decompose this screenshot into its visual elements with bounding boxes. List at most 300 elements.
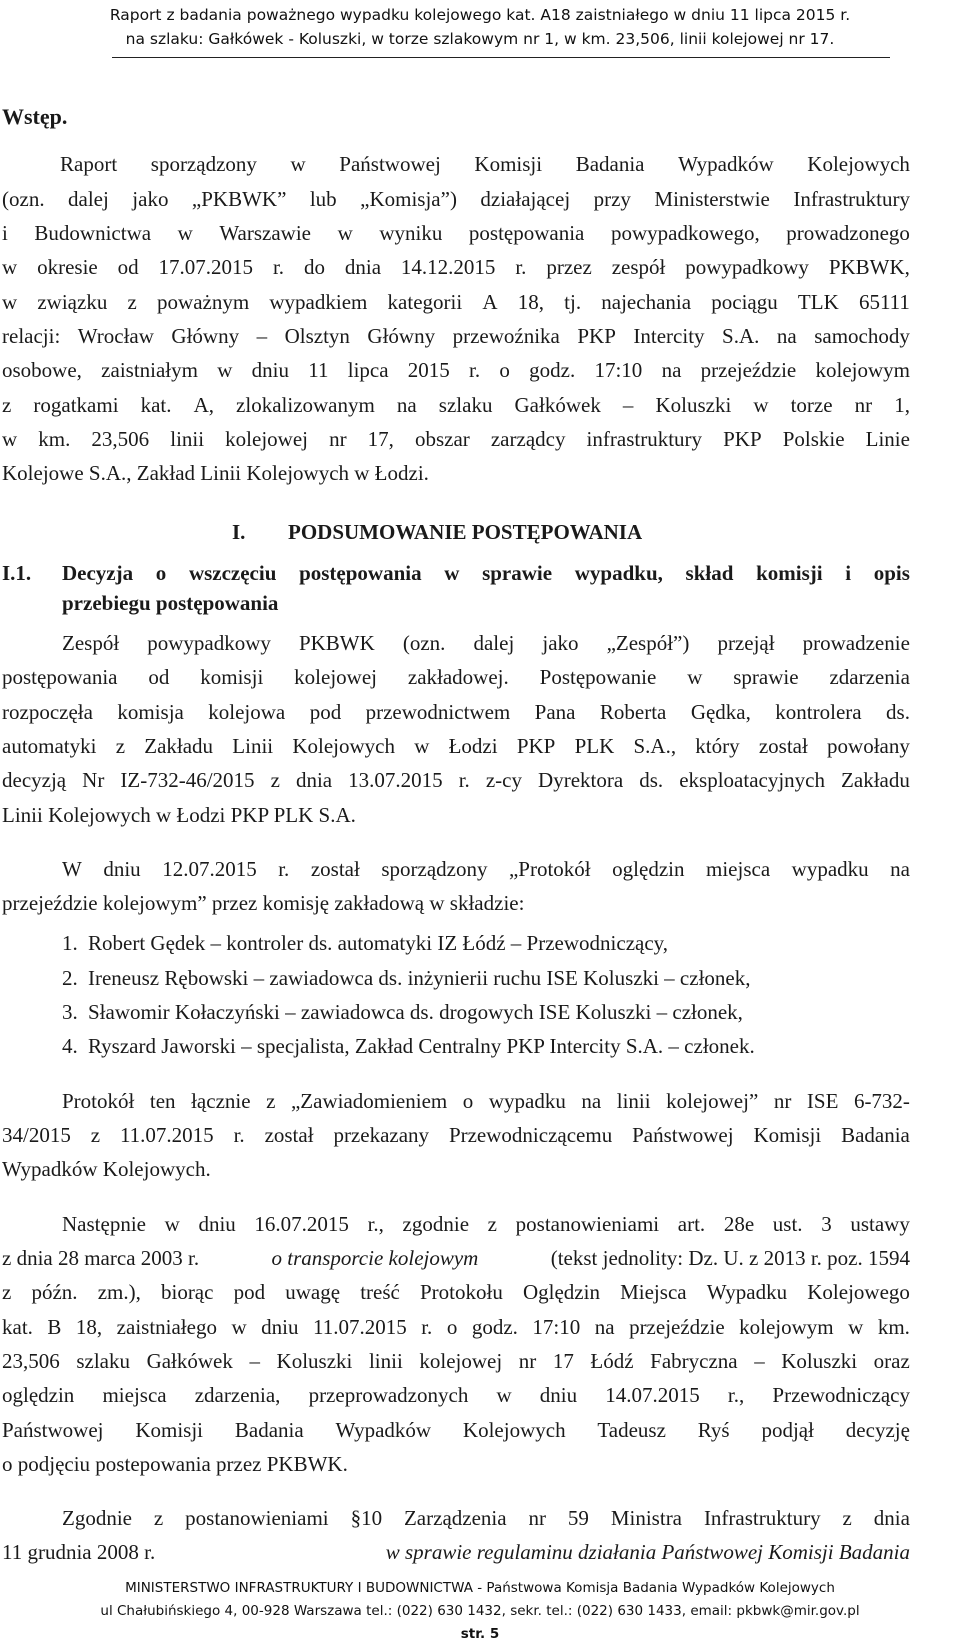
word: –	[256, 324, 268, 348]
word: na	[776, 324, 797, 348]
word: treść	[360, 1280, 400, 1304]
word: przy	[593, 187, 631, 211]
word: w	[2, 290, 18, 314]
para5-line-2	[2, 1540, 910, 1565]
word: w	[177, 221, 193, 245]
word: i	[2, 221, 8, 245]
word: w	[414, 734, 430, 758]
word: Pana	[534, 700, 576, 724]
running-header-line-2: na szlaku: Gałkówek - Koluszki, w torze szlakowym nr 1, w km. 23,506, linii kolejowej nr 17.	[125, 30, 835, 48]
word: 13.07.2015	[348, 768, 443, 792]
word: zarządcy	[490, 427, 566, 451]
word: kat.	[140, 393, 172, 417]
justified-line	[2, 1280, 910, 1305]
word: powypadkowego,	[610, 221, 760, 245]
word: zaistniałego	[116, 1315, 217, 1339]
word: kat.	[2, 1315, 33, 1339]
word: „Zespół”)	[606, 631, 690, 655]
word: przez	[546, 255, 592, 279]
justified-line	[2, 187, 910, 212]
word: zdarzenia	[829, 665, 910, 689]
word: Państwowej	[2, 1418, 104, 1442]
justified-line	[2, 1315, 910, 1340]
word: Kolejowych	[462, 1418, 566, 1442]
word: art.	[677, 1212, 706, 1236]
word: Wypadków	[335, 1418, 432, 1442]
word: samochody	[814, 324, 910, 348]
word: z	[270, 768, 280, 792]
justified-line	[62, 1212, 910, 1237]
word: na	[594, 1315, 615, 1339]
word: 11.07.2015	[119, 1123, 214, 1147]
subsection-number: I.1.	[2, 561, 32, 585]
word: kontrolera	[775, 700, 862, 724]
word: 6-732-	[853, 1089, 910, 1113]
word: 17	[552, 1349, 574, 1373]
word: torze	[790, 393, 833, 417]
word: Olsztyn	[284, 324, 350, 348]
word: TLK	[797, 290, 839, 314]
word: Kolejowych	[292, 734, 395, 758]
word: działającej	[480, 187, 571, 211]
word: z	[127, 290, 137, 314]
word: W	[62, 857, 82, 881]
word: okresie	[37, 255, 98, 279]
word: r.	[272, 255, 285, 279]
justified-line	[62, 1089, 910, 1114]
word: dniu	[251, 358, 289, 382]
word: najechania	[601, 290, 692, 314]
justified-line	[2, 324, 910, 349]
word: zespół	[611, 255, 666, 279]
word: PKP	[577, 324, 616, 348]
word: rozpoczęła	[2, 700, 93, 724]
word: zgodnie	[402, 1212, 470, 1236]
word: który	[695, 734, 740, 758]
word: łącznie	[191, 1089, 251, 1113]
word: oględzin	[2, 1383, 75, 1407]
word: w	[231, 1315, 247, 1339]
word: o	[462, 1089, 474, 1113]
word: w	[337, 221, 353, 245]
para4-line-2-inner	[2, 1246, 910, 1271]
word: w	[2, 427, 18, 451]
word: postępowania	[2, 665, 118, 689]
word: r.	[515, 255, 527, 279]
word: z	[842, 1506, 852, 1530]
para3-line-1	[62, 1089, 910, 1114]
para4-line-2	[2, 1246, 910, 1271]
word: r.	[458, 768, 470, 792]
word: S.A.,	[633, 734, 677, 758]
word: Postępowanie	[539, 665, 657, 689]
word: Nr	[82, 768, 105, 792]
word: przewodnictwem	[365, 700, 511, 724]
para4-line-2-italic: o transporcie kolejowym	[271, 1246, 479, 1270]
word: 17,	[367, 427, 394, 451]
word: Komisji	[135, 1418, 204, 1442]
word: 17:10	[594, 358, 643, 382]
member-text: Robert Gędek – kontroler ds. automatyki IZ Łódź – Przewodniczący,	[88, 931, 669, 955]
word: późn.	[31, 1280, 78, 1304]
intro-line-1	[60, 152, 910, 177]
word: dniu	[103, 857, 141, 881]
word: dnia	[344, 255, 382, 279]
word: zm.),	[97, 1280, 141, 1304]
justified-line	[2, 665, 910, 690]
word: osobowe,	[2, 358, 82, 382]
word: dalej	[473, 631, 515, 655]
word: Komisji	[753, 1123, 822, 1147]
justified-line	[2, 734, 910, 759]
word: z	[90, 1123, 101, 1147]
word: obszar	[414, 427, 470, 451]
word: lipca	[347, 358, 389, 382]
word: w	[2, 255, 18, 279]
word: powypadkowy	[147, 631, 271, 655]
word: PLK	[574, 734, 615, 758]
word: „Zawiadomieniem	[290, 1089, 448, 1113]
word: kolejowym	[815, 358, 910, 382]
word: z	[487, 1212, 497, 1236]
justified-line	[60, 152, 910, 177]
word: Zespół	[62, 631, 120, 655]
word: ustawy	[850, 1212, 910, 1236]
word: przejeździe	[700, 358, 797, 382]
intro-line-4	[2, 255, 910, 280]
word: dalej	[68, 187, 109, 211]
para4-line-6	[2, 1383, 910, 1408]
word: z	[153, 1506, 164, 1530]
member-number: 2.	[62, 966, 78, 990]
word: dniu	[261, 1315, 299, 1339]
word: w	[496, 1383, 512, 1407]
para1-line-5	[2, 768, 910, 793]
word: „Protokół	[508, 857, 591, 881]
word: eksploatacyjnych	[679, 768, 825, 792]
word: z-cy	[485, 768, 522, 792]
word: kolejowym	[739, 1315, 834, 1339]
word: Koluszki	[276, 1349, 353, 1373]
word: Roberta	[599, 700, 667, 724]
word: Raport	[60, 152, 118, 176]
word: przekazany	[333, 1123, 430, 1147]
word: (ozn.	[402, 631, 446, 655]
word: nr	[329, 427, 347, 451]
word: Dyrektora	[538, 768, 624, 792]
word: Infrastruktury	[703, 1506, 821, 1530]
justified-line	[2, 221, 910, 246]
justified-line	[2, 700, 910, 725]
word: w	[290, 152, 306, 176]
word: 1,	[894, 393, 910, 417]
para4-line-5	[2, 1349, 910, 1374]
word: związku	[37, 290, 108, 314]
word: sporządzony	[381, 857, 488, 881]
member-text: Sławomir Kołaczyński – zawiadowca ds. drogowych ISE Koluszki – członek,	[88, 1000, 743, 1024]
word: wypadku	[791, 857, 869, 881]
word: Fabryczna	[650, 1349, 738, 1373]
word: od	[117, 255, 139, 279]
word: kolejowej	[419, 1349, 503, 1373]
word: z	[2, 393, 12, 417]
subsection-title-line-1	[62, 561, 910, 586]
word: linii	[616, 1089, 651, 1113]
para2-line-2: przejeździe kolejowym” przez komisję zakładową w składzie:	[2, 891, 525, 915]
word: IZ-732-46/2015	[120, 768, 255, 792]
word: 14.12.2015	[400, 255, 496, 279]
word: oględzin	[612, 857, 685, 881]
word: prowadzenie	[802, 631, 910, 655]
word: jako	[542, 631, 579, 655]
word: Łodzi	[448, 734, 498, 758]
word: w	[848, 1315, 864, 1339]
justified-line	[2, 358, 910, 383]
word: miejsca	[706, 857, 771, 881]
word: r.	[421, 1315, 433, 1339]
word: relacji:	[2, 324, 61, 348]
word: 59	[567, 1506, 589, 1530]
para5-line-2-inner	[2, 1540, 910, 1565]
member-number: 4.	[62, 1034, 78, 1058]
word: Linie	[865, 427, 910, 451]
member-text: Ireneusz Rębowski – zawiadowca ds. inżynierii ruchu ISE Koluszki – członek,	[88, 966, 751, 990]
justified-line	[2, 1418, 910, 1443]
intro-line-3	[2, 221, 910, 246]
word: 14.07.2015	[605, 1383, 700, 1407]
word: przejął	[717, 631, 775, 655]
word: Badania	[234, 1418, 304, 1442]
word: kolejowej”	[666, 1089, 759, 1113]
word: Intercity	[633, 324, 705, 348]
word: Ministerstwie	[654, 187, 770, 211]
word: powypadkowy	[685, 255, 809, 279]
section-number: I.	[232, 520, 246, 544]
word: Gałkówek	[146, 1349, 233, 1373]
member-number: 3.	[62, 1000, 78, 1024]
word: z	[115, 734, 126, 758]
word: infrastruktury	[586, 427, 703, 451]
word: lub	[309, 187, 337, 211]
word: o	[446, 1315, 458, 1339]
word: wypadku	[488, 1089, 566, 1113]
word: 18,	[75, 1315, 103, 1339]
word: o	[155, 561, 167, 585]
justified-line	[2, 290, 910, 315]
word: godz.	[529, 358, 576, 382]
word: o	[499, 358, 510, 382]
word: na	[396, 393, 417, 417]
header-divider	[112, 57, 890, 58]
member-text: Ryszard Jaworski – specjalista, Zakład Centralny PKP Intercity S.A. – członek.	[88, 1034, 755, 1058]
intro-line-6	[2, 324, 910, 349]
word: godz.	[471, 1315, 518, 1339]
para1-line-3	[2, 700, 910, 725]
intro-line-7	[2, 358, 910, 383]
word: w	[687, 665, 703, 689]
word: Następnie	[62, 1212, 146, 1236]
word: i	[845, 561, 852, 585]
para1-line-2	[2, 665, 910, 690]
word: Główny	[367, 324, 436, 348]
word: został	[310, 857, 360, 881]
word: –	[754, 1349, 765, 1373]
word: postanowieniami	[515, 1212, 660, 1236]
word: Kolejowego	[807, 1280, 910, 1304]
word: Linii	[232, 734, 274, 758]
word: przejeździe	[629, 1315, 725, 1339]
word: sporządzony	[150, 152, 257, 176]
word: linii	[170, 427, 205, 451]
word: zaistniałym	[101, 358, 198, 382]
word: kolejowej	[225, 427, 308, 451]
para4-line-3	[2, 1280, 910, 1305]
para5-line-2-part-a: 11 grudnia 2008 r.	[2, 1540, 161, 1564]
justified-line	[2, 1123, 910, 1148]
word: 17:10	[532, 1315, 581, 1339]
word: biorąc	[160, 1280, 214, 1304]
word: Protokołu	[420, 1280, 503, 1304]
word: 17.07.2015	[158, 255, 254, 279]
word: 23,506	[2, 1349, 60, 1373]
word: kolejowa	[208, 700, 286, 724]
word: został	[264, 1123, 314, 1147]
word: automatyki	[2, 734, 97, 758]
word: Polskie	[782, 427, 845, 451]
word: Miejsca	[620, 1280, 687, 1304]
word: Zakładu	[144, 734, 214, 758]
word: Protokół	[62, 1089, 135, 1113]
word: wypadkiem	[269, 290, 368, 314]
word: dnia	[873, 1506, 910, 1530]
word: Infrastruktury	[793, 187, 910, 211]
word: Państwowej	[632, 1123, 734, 1147]
para4-line-8: o podjęciu postepowania przez PKBWK.	[2, 1452, 348, 1476]
justified-line	[62, 561, 910, 586]
word: Główny	[171, 324, 240, 348]
word: km.	[38, 427, 71, 451]
page-number: str. 5	[460, 1626, 500, 1642]
word: ISE	[806, 1089, 839, 1113]
word: 2015	[407, 358, 450, 382]
word: r.	[278, 857, 290, 881]
word: §10	[350, 1506, 383, 1530]
word: oraz	[873, 1349, 910, 1373]
word: A,	[193, 393, 214, 417]
word: „PKBWK”	[191, 187, 287, 211]
word: postępowania	[468, 221, 585, 245]
word: w	[753, 393, 769, 417]
para1-line-6: Linii Kolejowych w Łodzi PKP PLK S.A.	[2, 803, 356, 827]
intro-line-10: Kolejowe S.A., Zakład Linii Kolejowych w Łodzi.	[2, 461, 429, 485]
word: linii	[368, 1349, 403, 1373]
word: Komisji	[474, 152, 543, 176]
word: Przewodniczący	[772, 1383, 910, 1407]
word: Państwowej	[339, 152, 441, 176]
word: 11.07.2015	[312, 1315, 407, 1339]
word: z	[266, 1089, 276, 1113]
word: Badania	[575, 152, 645, 176]
word: Oględzin	[522, 1280, 600, 1304]
word: Łódź	[590, 1349, 634, 1373]
para5-line-2-italic: w sprawie regulaminu działania Państwowej Komisji Badania	[385, 1540, 910, 1564]
word: S.A.	[722, 324, 760, 348]
word: ten	[149, 1089, 176, 1113]
word: A	[482, 290, 498, 314]
word: skład	[685, 561, 734, 585]
word: nr	[854, 393, 873, 417]
word: szlaku	[438, 393, 493, 417]
word: na	[661, 358, 682, 382]
para4-line-2-part-a: z dnia 28 marca 2003 r.	[2, 1246, 205, 1270]
justified-line	[2, 768, 910, 793]
justified-line	[62, 631, 910, 656]
word: Wypadku	[706, 1280, 788, 1304]
word: powołany	[827, 734, 910, 758]
para3-line-2	[2, 1123, 910, 1148]
word: na	[581, 1089, 602, 1113]
word: r.	[469, 358, 481, 382]
intro-line-2	[2, 187, 910, 212]
word: PKP	[723, 427, 762, 451]
running-header-line-1: Raport z badania poważnego wypadku kolejowego kat. A18 zaistniałego w dniu 11 lipca 2015 r.	[109, 6, 851, 24]
justified-line	[2, 393, 910, 418]
justified-line	[2, 427, 910, 452]
word: –	[249, 1349, 260, 1373]
word: „Komisja”)	[360, 187, 457, 211]
justified-line	[2, 1383, 910, 1408]
word: wyniku	[379, 221, 443, 245]
word: kolejowej	[294, 665, 377, 689]
word: ust.	[772, 1212, 803, 1236]
member-number: 1.	[62, 931, 78, 955]
word: dniu	[198, 1212, 236, 1236]
word: Koluszki	[781, 1349, 858, 1373]
word: nr	[518, 1349, 537, 1373]
word: Tadeusz	[597, 1418, 666, 1442]
justified-line	[2, 1349, 910, 1374]
para1-line-1	[62, 631, 910, 656]
word: zakładowej.	[407, 665, 509, 689]
word: Zakładu	[841, 768, 910, 792]
word: szlaku	[76, 1349, 130, 1373]
word: Ryś	[697, 1418, 730, 1442]
word: Koluszki	[655, 393, 732, 417]
word: uwagę	[285, 1280, 341, 1304]
intro-heading: Wstęp.	[2, 104, 68, 129]
word: postępowania	[299, 561, 422, 585]
word: zdarzenia,	[194, 1383, 281, 1407]
word: nr	[528, 1506, 546, 1530]
word: jako	[132, 187, 169, 211]
word: sprawie	[482, 561, 553, 585]
word: 28e	[723, 1212, 755, 1236]
word: wszczęciu	[188, 561, 277, 585]
para1-line-4	[2, 734, 910, 759]
word: Badania	[841, 1123, 910, 1147]
word: zlokalizowanym	[236, 393, 375, 417]
word: na	[890, 857, 910, 881]
word: 11	[308, 358, 329, 382]
para4-line-4	[2, 1315, 910, 1340]
subsection-title-line-2: przebiegu postępowania	[62, 591, 279, 615]
word: pociągu	[711, 290, 778, 314]
word: nr	[773, 1089, 792, 1113]
intro-line-9	[2, 427, 910, 452]
word: Zarządzenia	[403, 1506, 507, 1530]
word: w	[217, 358, 233, 382]
word: 12.07.2015	[162, 857, 257, 881]
